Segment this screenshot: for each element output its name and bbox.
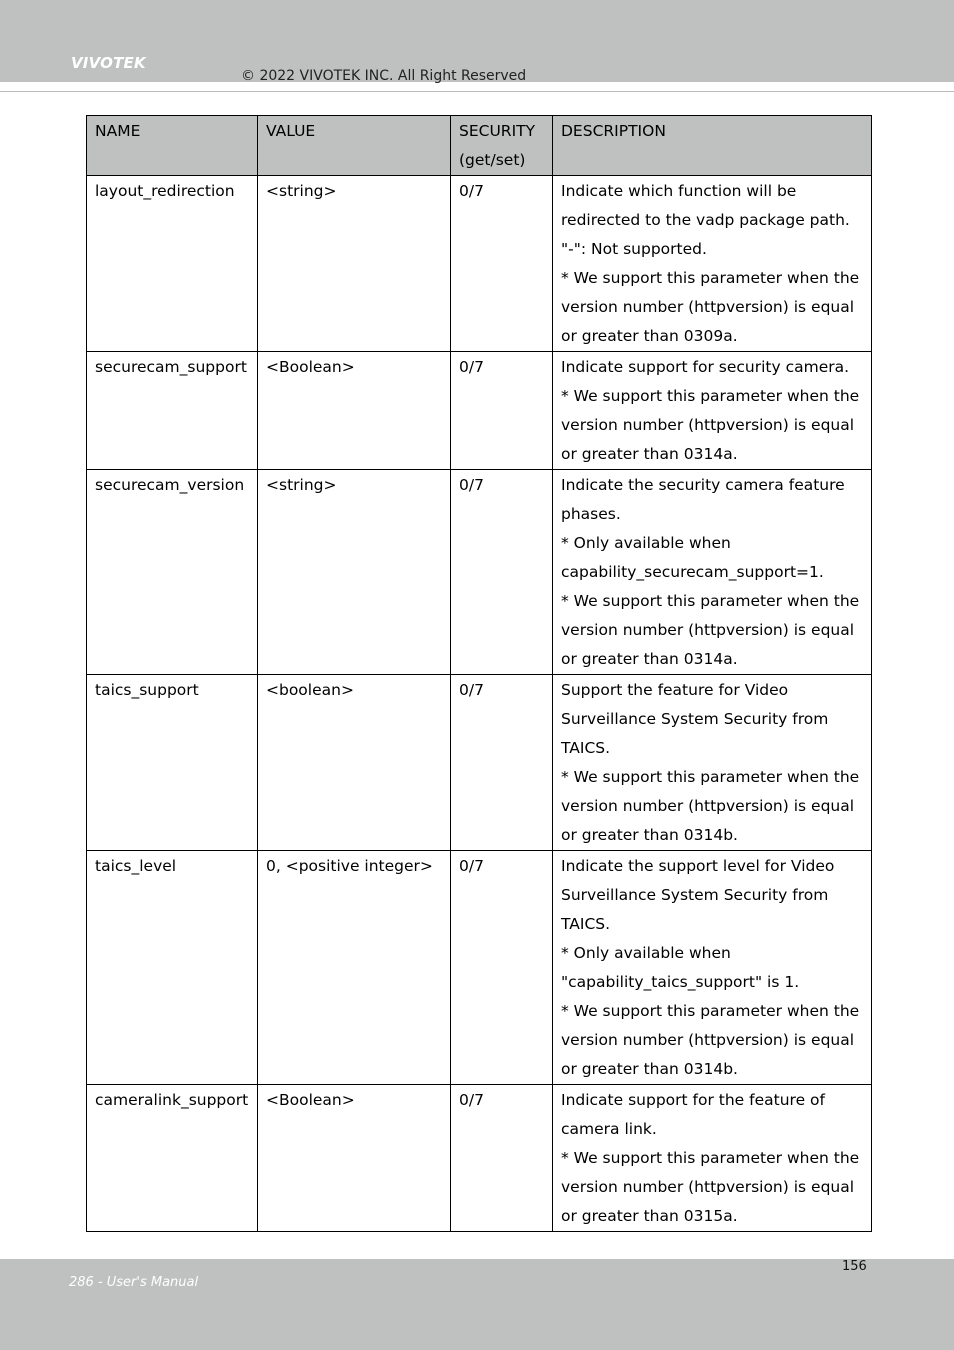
parameter-table <box>86 115 872 1232</box>
param-value: <string> <box>258 470 451 675</box>
description-line: * Only available when "capability_taics_support" is 1. <box>561 944 800 991</box>
param-description <box>553 176 872 352</box>
param-description <box>553 851 872 1085</box>
param-name: securecam_support <box>87 352 258 470</box>
table-row <box>87 470 872 675</box>
column-header-value: VALUE <box>258 116 451 176</box>
description-line: * We support this parameter when the version number (httpversion) is equal or greater than 0309a. <box>561 269 865 345</box>
param-value: 0, <positive integer> <box>258 851 451 1085</box>
description-line: "-": Not supported. <box>561 240 707 258</box>
param-value: <Boolean> <box>258 1085 451 1232</box>
description-line: Indicate the support level for Video Surveillance System Security from TAICS. <box>561 857 840 933</box>
column-header-security: SECURITY (get/set) <box>451 116 553 176</box>
description-line: * We support this parameter when the version number (httpversion) is equal or greater than 0314a. <box>561 592 865 668</box>
param-security: 0/7 <box>451 851 553 1085</box>
column-header-description: DESCRIPTION <box>553 116 872 176</box>
param-description <box>553 1085 872 1232</box>
description-line: Support the feature for Video Surveillance System Security from TAICS. <box>561 681 834 757</box>
manual-page-label: 286 - User's Manual <box>69 1275 199 1290</box>
description-line: Indicate the security camera feature phases. <box>561 476 850 523</box>
page-number: 156 <box>842 1259 867 1274</box>
description-line: * We support this parameter when the version number (httpversion) is equal or greater than 0314a. <box>561 387 865 463</box>
description-line: Indicate support for the feature of camera link. <box>561 1091 830 1138</box>
param-name: securecam_version <box>87 470 258 675</box>
table-row <box>87 352 872 470</box>
param-security: 0/7 <box>451 470 553 675</box>
param-security: 0/7 <box>451 352 553 470</box>
param-description <box>553 352 872 470</box>
param-value: <string> <box>258 176 451 352</box>
param-description <box>553 675 872 851</box>
table-header-row <box>87 116 872 176</box>
param-description <box>553 470 872 675</box>
table-row <box>87 851 872 1085</box>
table-row <box>87 176 872 352</box>
param-name: taics_support <box>87 675 258 851</box>
table-row <box>87 1085 872 1232</box>
table-row <box>87 675 872 851</box>
copyright-notice: © 2022 VIVOTEK INC. All Right Reserved <box>241 68 527 84</box>
description-line: * Only available when capability_securecam_support=1. <box>561 534 824 581</box>
param-name: taics_level <box>87 851 258 1085</box>
param-value: <Boolean> <box>258 352 451 470</box>
page-footer <box>0 1259 954 1350</box>
brand-logo-text: VIVOTEK <box>71 54 146 72</box>
description-line: * We support this parameter when the version number (httpversion) is equal or greater than 0314b. <box>561 1002 865 1078</box>
description-line: * We support this parameter when the version number (httpversion) is equal or greater than 0315a. <box>561 1149 865 1225</box>
param-name: cameralink_support <box>87 1085 258 1232</box>
param-security: 0/7 <box>451 1085 553 1232</box>
param-security: 0/7 <box>451 176 553 352</box>
param-name: layout_redirection <box>87 176 258 352</box>
column-header-name: NAME <box>87 116 258 176</box>
header-divider <box>0 91 954 92</box>
description-line: Indicate which function will be redirected to the vadp package path. <box>561 182 850 229</box>
param-value: <boolean> <box>258 675 451 851</box>
description-line: Indicate support for security camera. <box>561 358 850 376</box>
description-line: * We support this parameter when the version number (httpversion) is equal or greater than 0314b. <box>561 768 865 844</box>
param-security: 0/7 <box>451 675 553 851</box>
